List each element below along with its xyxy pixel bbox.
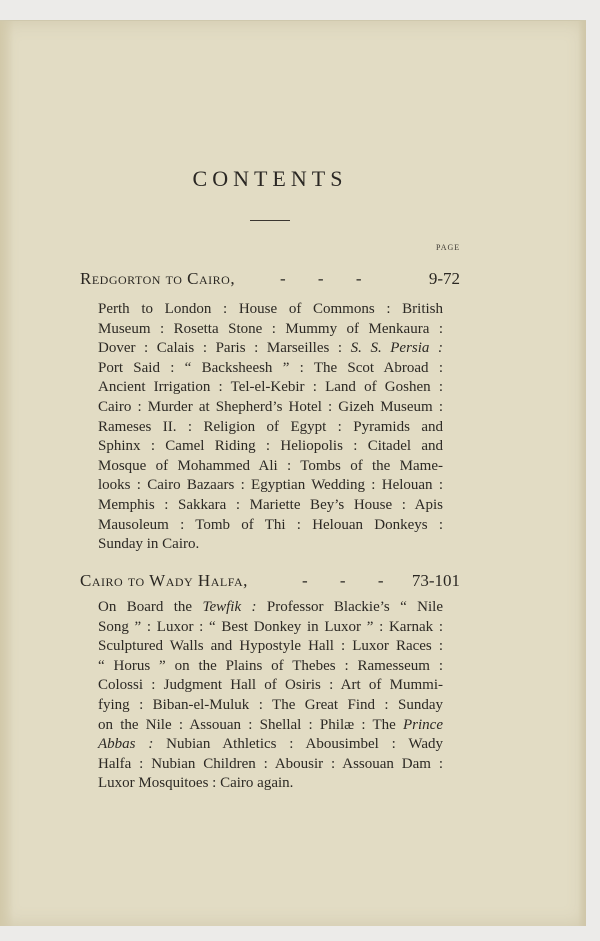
summary-text: Luxor Mosquitoes : Cairo again.: [98, 775, 294, 792]
summary-text: “ Horus ” on the Plains of Thebes : Ramesseum :: [98, 657, 443, 674]
summary-line: [98, 618, 443, 638]
summary-line: [98, 378, 443, 398]
summary-line: [98, 516, 443, 536]
leader-dashes: - - -: [302, 571, 398, 590]
summary-text: fying : Biban-el-Muluk : The Great Find : Sunday: [98, 696, 443, 713]
summary-line: [98, 676, 443, 696]
summary-line: [98, 755, 443, 775]
summary-line: [98, 320, 443, 340]
summary-text: Song ” : Luxor : “ Best Donkey in Luxor ” : Karnak :: [98, 618, 443, 635]
summary-text: Sphinx : Camel Riding : Heliopolis : Citadel and: [98, 438, 443, 455]
summary-text: Ancient Irrigation : Tel-el-Kebir : Land of Goshen :: [98, 379, 443, 396]
summary-text: Museum : Rosetta Stone : Mummy of Menkaura :: [98, 320, 443, 337]
summary-text: S. S. Persia :: [350, 340, 443, 357]
summary-text: Abbas :: [98, 736, 154, 753]
summary-text: Mosque of Mohammed Ali : Tombs of the Mame-: [98, 457, 443, 474]
summary-text: Port Said : “ Backsheesh ” : The Scot Abroad :: [98, 359, 443, 376]
summary-text: Memphis : Sakkara : Mariette Bey’s House : Apis: [98, 496, 443, 513]
summary-text: Dover : Calais : Paris : Marseilles :: [98, 340, 351, 357]
summary-text: Sculptured Walls and Hypostyle Hall : Luxor Races :: [98, 638, 443, 655]
leader-dashes: - - -: [280, 269, 376, 288]
summary-text: Rameses II. : Religion of Egypt : Pyramids and: [98, 418, 443, 435]
summary-line: [98, 339, 443, 359]
summary-line: [98, 657, 443, 677]
summary-line: [98, 637, 443, 657]
summary-text: on the Nile : Assouan : Shellal : Philæ : The: [98, 716, 404, 733]
summary-line: [98, 735, 443, 755]
section-heading-2: [80, 571, 460, 591]
summary-line: [98, 598, 443, 618]
summary-text: Professor Blackie’s “ Nile: [256, 599, 443, 615]
page-column-label: PAGE: [436, 243, 461, 252]
section-title: Redgorton to Cairo,: [80, 269, 236, 288]
summary-line: [98, 696, 443, 716]
summary-text: Perth to London : House of Commons : British: [98, 301, 443, 317]
summary-line: [98, 457, 443, 477]
section-summary-1: [98, 300, 443, 555]
summary-text: Halfa : Nubian Children : Abousir : Assouan Dam :: [98, 755, 443, 772]
summary-line: [98, 476, 443, 496]
summary-text: Nubian Athletics : Abousimbel : Wady: [153, 736, 443, 753]
page-edge-shadow: [578, 21, 586, 926]
summary-line: [98, 496, 443, 516]
section-summary-2: [98, 598, 443, 794]
summary-line: [98, 418, 443, 438]
summary-line: [98, 300, 443, 320]
section-page-range: 73-101: [411, 571, 460, 590]
summary-text: On Board the: [98, 599, 203, 615]
summary-line: [98, 359, 443, 379]
summary-line: [98, 398, 443, 418]
section-title: Cairo to Wady Halfa,: [80, 571, 248, 590]
title-rule: [250, 220, 290, 221]
summary-text: Sunday in Cairo.: [98, 536, 200, 553]
page-title: CONTENTS: [192, 166, 348, 191]
section-page-range: 9-72: [428, 269, 460, 288]
summary-line: [98, 774, 443, 794]
summary-text: looks : Cairo Bazaars : Egyptian Wedding : Helouan :: [98, 477, 443, 494]
summary-line: [98, 437, 443, 457]
summary-text: Cairo : Murder at Shepherd’s Hotel : Gizeh Museum :: [98, 398, 443, 415]
section-heading-1: [80, 269, 460, 289]
spine-shadow: [0, 21, 14, 926]
summary-text: Colossi : Judgment Hall of Osiris : Art of Mummi-: [98, 677, 443, 694]
summary-line: [98, 535, 443, 555]
summary-text: Mausoleum : Tomb of Thi : Helouan Donkeys :: [98, 516, 443, 533]
summary-text: Prince: [403, 716, 443, 733]
summary-text: Tewfik :: [202, 599, 257, 615]
summary-line: [98, 716, 443, 736]
